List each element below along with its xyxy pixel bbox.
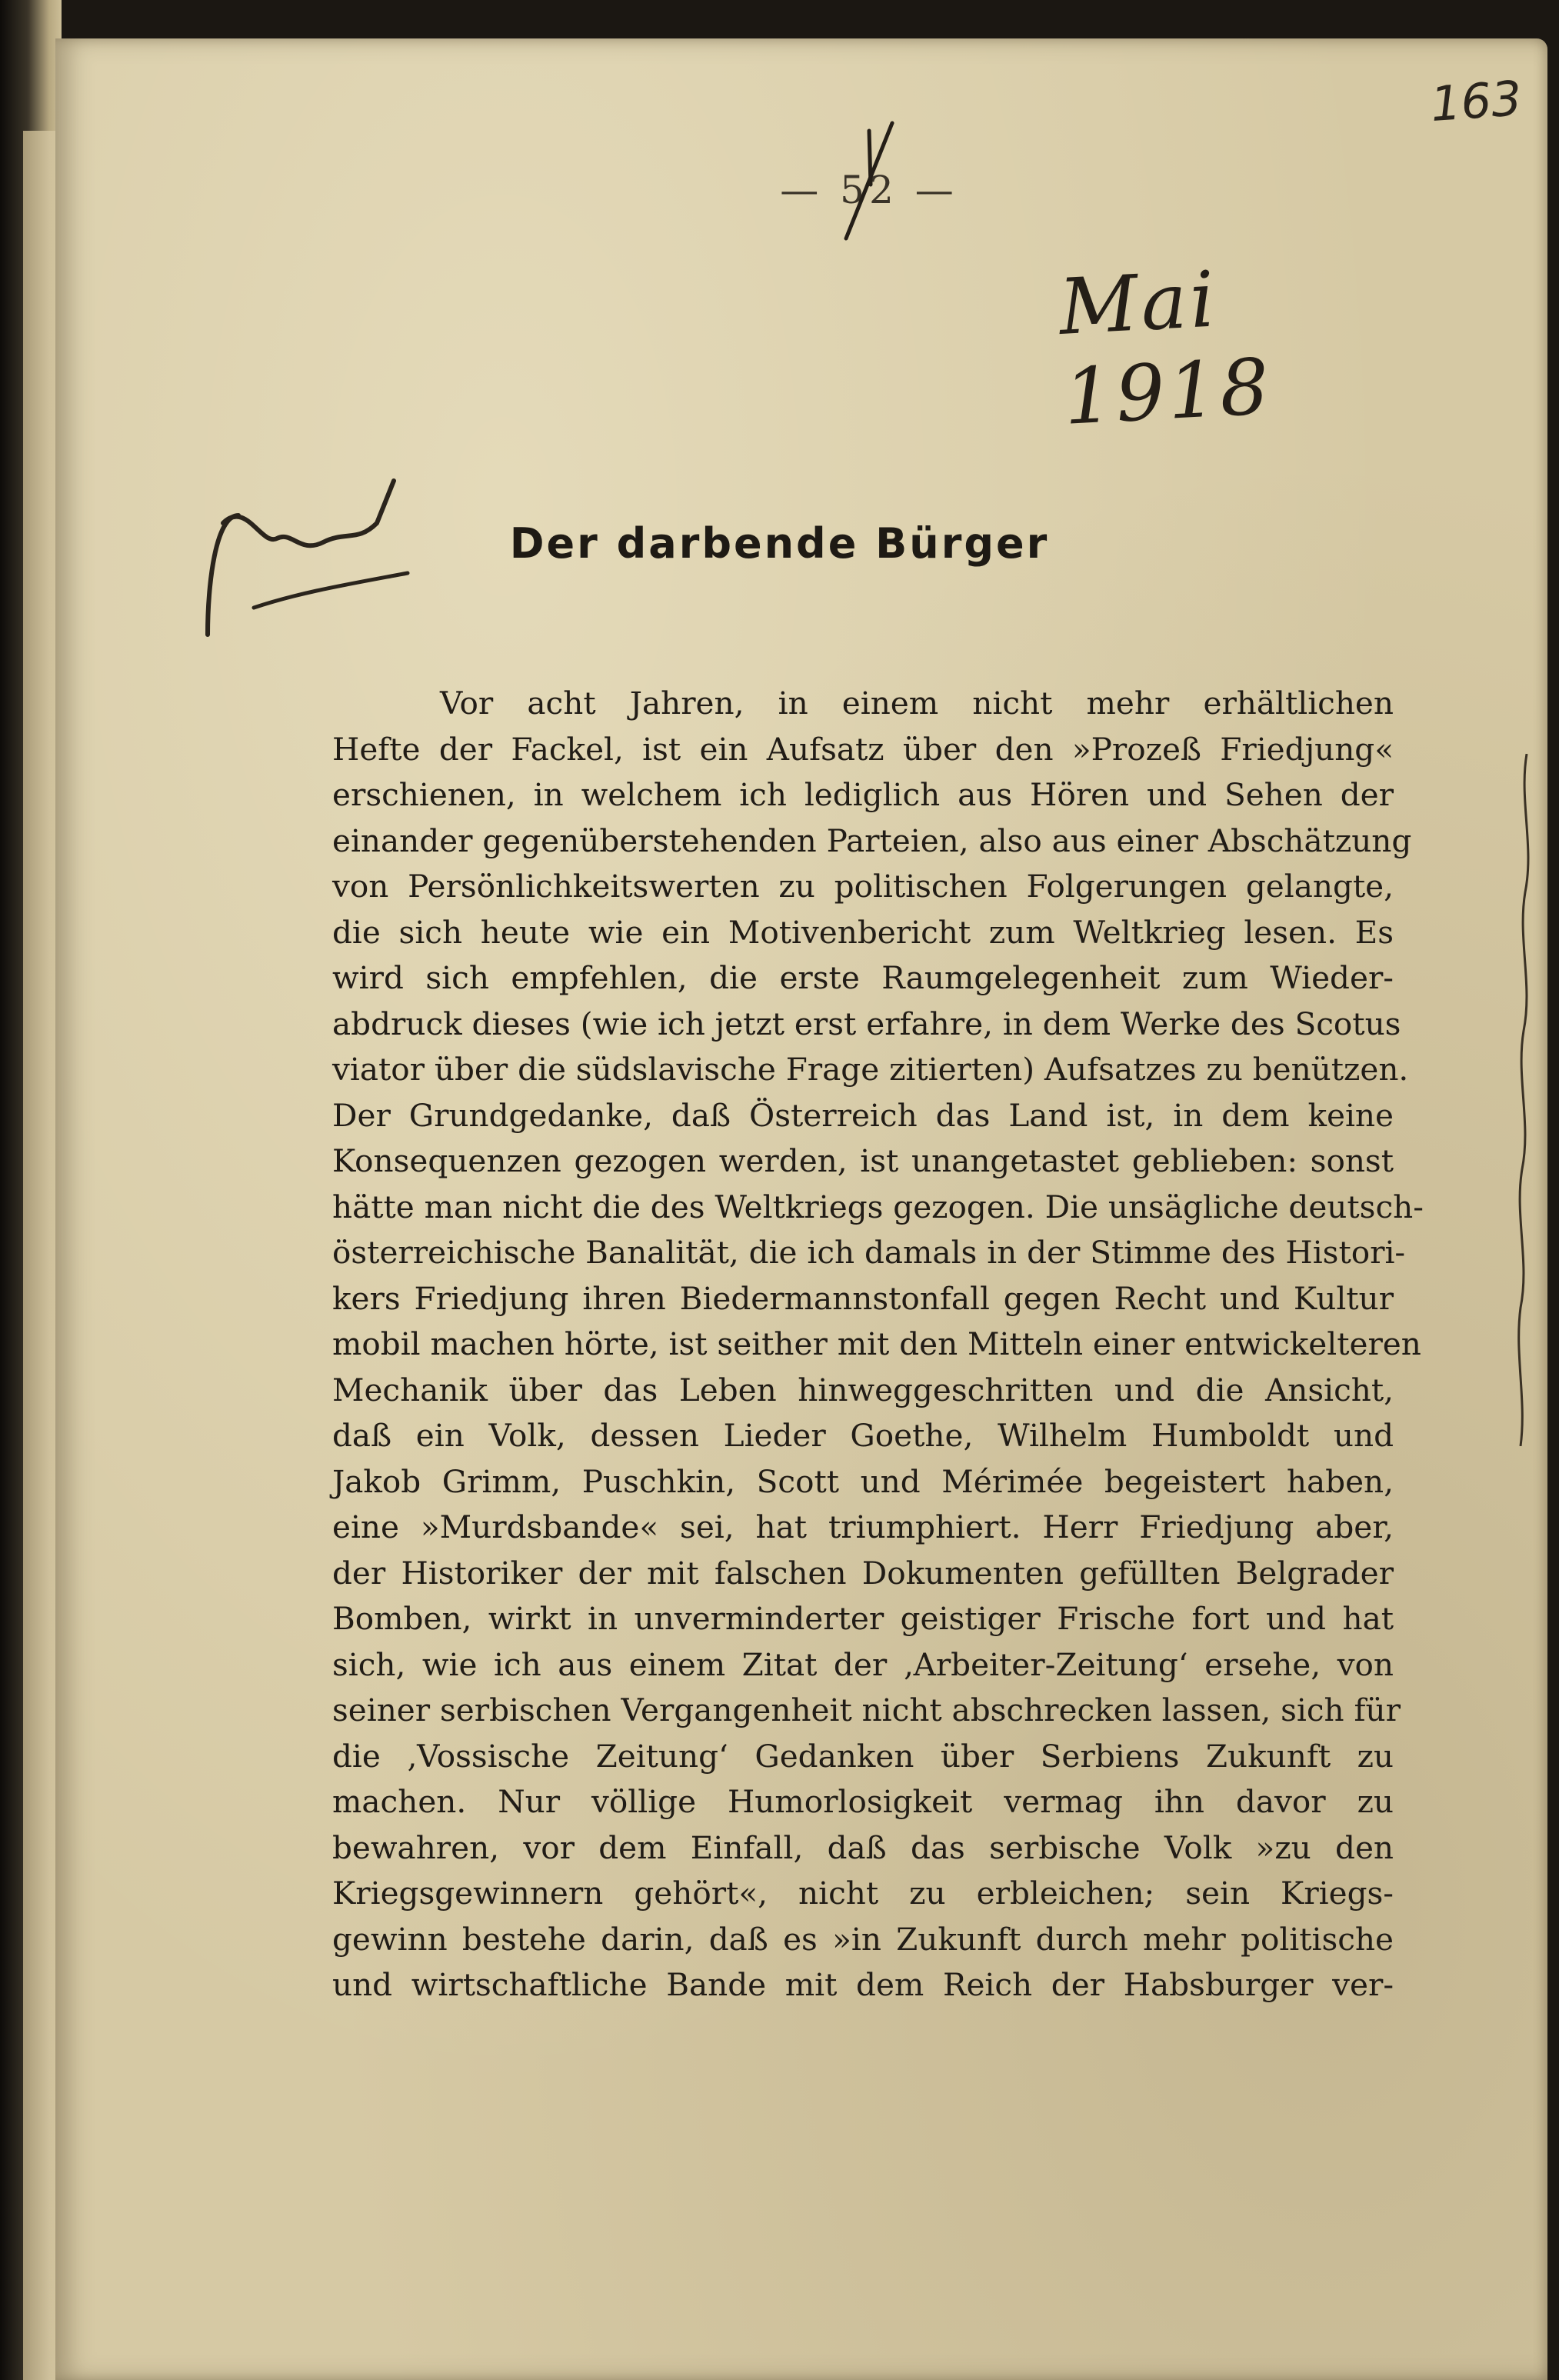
text-line: gewinn bestehe darin, daß es »in Zukunft durch mehr politische [332,1920,1394,1958]
article-body [332,681,1424,2008]
archive-number: 163 [1428,70,1524,133]
text-line: und wirtschaftliche Bande mit dem Reich der Habsburger ver- [332,1966,1394,2003]
text-line: die ‚Vossische Zeitung‘ Gedanken über Serbiens Zukunft zu [332,1737,1394,1775]
text-line: mobil machen hörte, ist seither mit den Mitteln einer entwickelteren [332,1325,1421,1362]
text-line: die sich heute wie ein Motivenbericht zum Weltkrieg lesen. Es [332,913,1394,951]
text-line: machen. Nur völlige Humorlosigkeit vermag ihn davor zu [332,1783,1394,1820]
text-line: von Persönlichkeitswerten zu politischen Folgerungen gelangte, [332,868,1394,905]
text-line: Vor acht Jahren, in einem nicht mehr erhältlichen [440,685,1394,722]
text-line: Der Grundgedanke, daß Österreich das Land ist, in dem keine [332,1096,1394,1134]
text-line: Konsequenzen gezogen werden, ist unangetastet geblieben: sonst [332,1142,1394,1179]
text-line: kers Friedjung ihren Biedermannstonfall gegen Recht und Kultur [332,1279,1394,1317]
binding-thread-marks [1511,754,1542,1446]
text-line: Jakob Grimm, Puschkin, Scott und Mérimée begeistert haben, [332,1462,1394,1500]
text-line: Kriegsgewinnern gehört«, nicht zu erbleichen; sein Kriegs- [332,1875,1394,1912]
text-line: hätte man nicht die des Weltkriegs gezogen. Die unsägliche deutsch- [332,1188,1424,1225]
text-line: bewahren, vor dem Einfall, daß das serbische Volk »zu den [332,1828,1394,1866]
text-line: der Historiker der mit falschen Dokumenten gefüllten Belgrader [332,1554,1394,1592]
article-title: Der darbende Bürger [509,519,1050,568]
text-line: erschienen, in welchem ich lediglich aus Hören und Sehen der [332,776,1394,813]
text-line: abdruck dieses (wie ich jetzt erst erfahre, in dem Werke des Scotus [332,1005,1401,1042]
page-number-correction-icon [815,115,931,246]
text-line: einander gegenüberstehenden Parteien, also aus einer Abschätzung [332,822,1412,859]
text-line: Bomben, wirkt in unverminderter geistiger Frische fort und hat [332,1600,1394,1637]
text-line: Mechanik über das Leben hinweggeschritten und die Ansicht, [332,1371,1394,1408]
handwritten-date: Mai 1918 [1057,254,1274,442]
text-line: eine »Murdsbande« sei, hat triumphiert. Herr Friedjung aber, [332,1508,1394,1545]
page-number: — 52 — [780,168,958,212]
text-line: daß ein Volk, dessen Lieder Goethe, Wilhelm Humboldt und [332,1417,1394,1454]
text-line: viator über die südslavische Frage zitierten) Aufsatzes zu benützen. [332,1051,1409,1088]
text-line: österreichische Banalität, die ich damals in der Stimme des Histori- [332,1234,1406,1271]
text-line: sich, wie ich aus einem Zitat der ‚Arbeiter-Zeitung‘ ersehe, von [332,1645,1394,1683]
text-line: Hefte der Fackel, ist ein Aufsatz über den »Prozeß Friedjung« [332,730,1394,768]
text-line: seiner serbischen Vergangenheit nicht abschrecken lassen, sich für [332,1692,1401,1728]
text-line: wird sich empfehlen, die erste Raumgelegenheit zum Wieder- [332,959,1394,996]
